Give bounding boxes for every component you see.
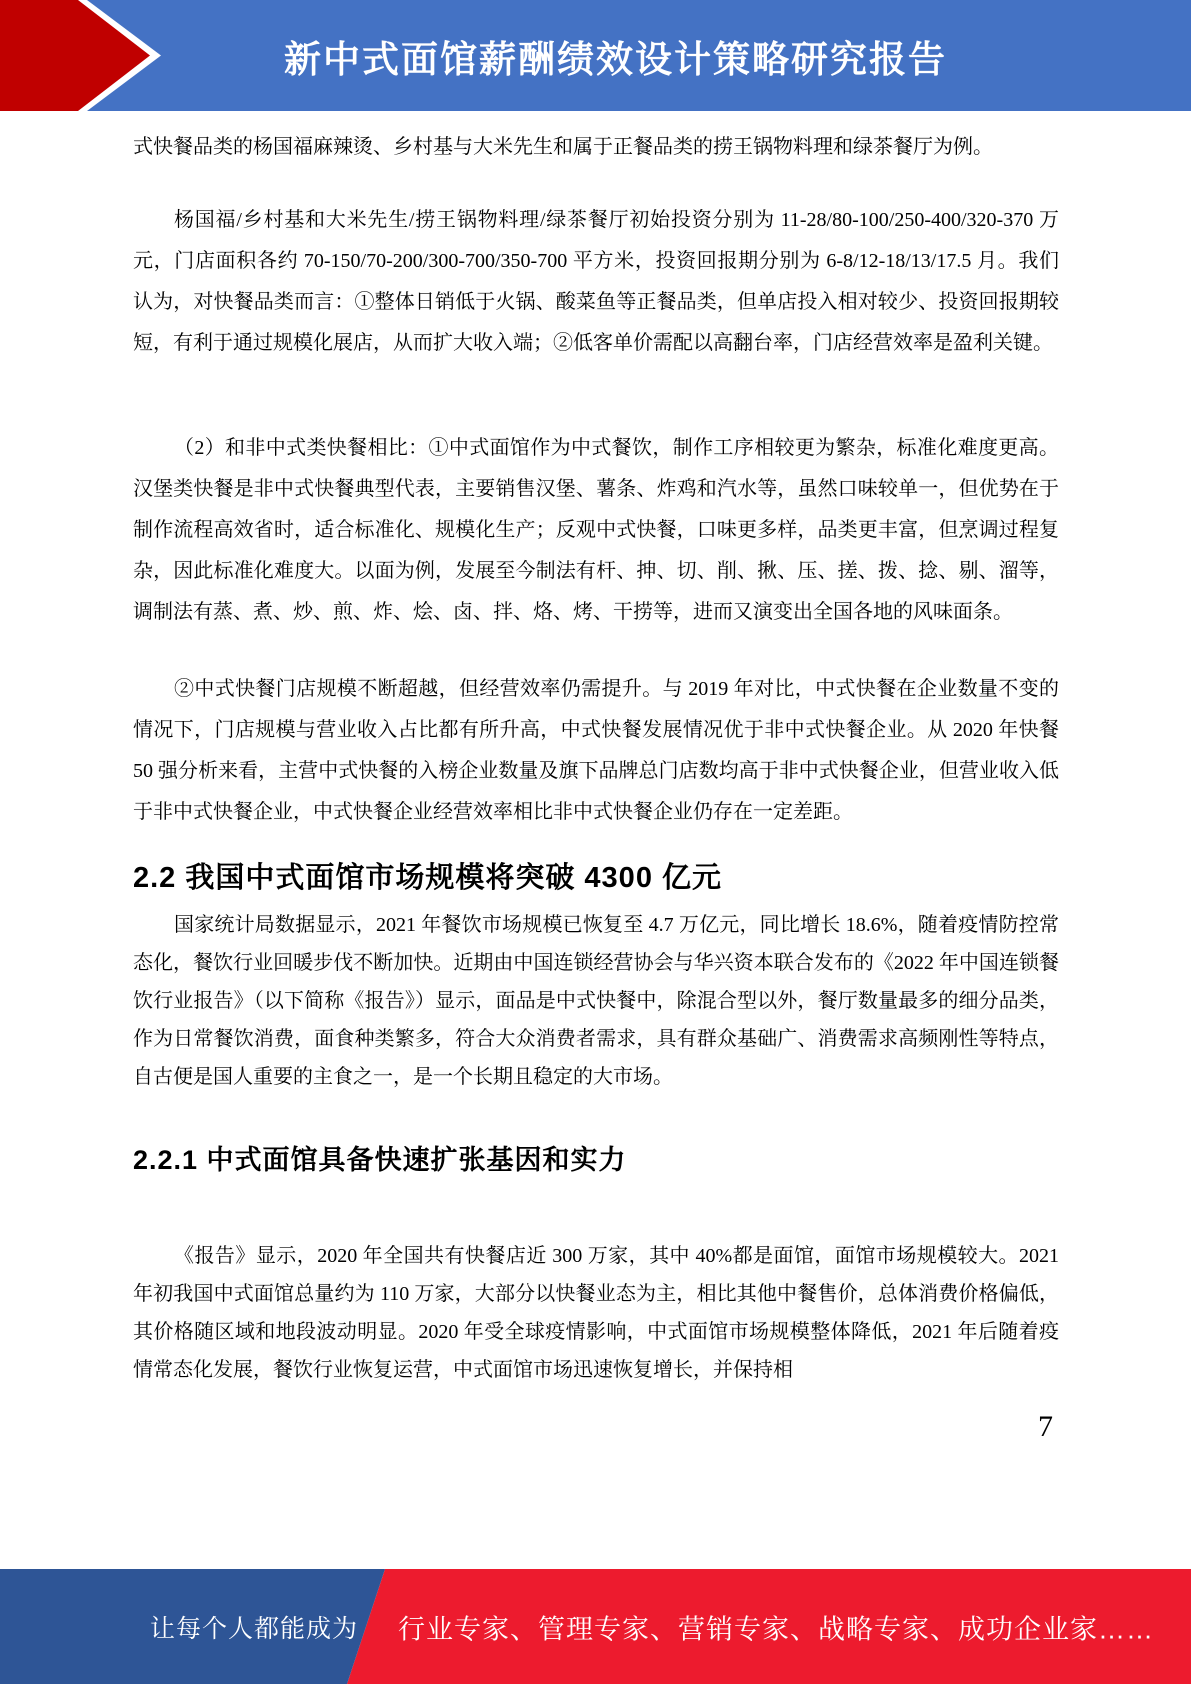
footer-banner [0,1569,1191,1684]
paragraph-investment-comparison: 杨国福/乡村基和大米先生/捞王锅物料理/绿茶餐厅初始投资分别为 11-28/80-100/250-400/320-370 万元，门店面积各约 70-150/70-200/300-700/350-700 平方米，投资回报期分别为 6-8/12-18/13/17.5 月。我们认为，对快餐品类而言：①整体日销低于火锅、酸菜鱼等正餐品类，但单店投入相对较少、投资回报期较短，有利于通过规模化展店，从而扩大收入端；②低客单价需配以高翻台率，门店经营效率是盈利关键。 [133,209,1059,354]
paragraph-expansion: 《报告》显示，2020 年全国共有快餐店近 300 万家，其中 40%都是面馆，面馆市场规模较大。2021 年初我国中式面馆总量约为 110 万家，大部分以快餐业态为主，相比其他中餐售价，总体消费价格偏低，其价格随区域和地段波动明显。2020 年受全球疫情影响，中式面馆市场规模整体降低，2021 年后随着疫情常态化发展，餐饮行业恢复运营，中式面馆市场迅速恢复增长，并保持相 [133,1245,1059,1381]
page-number: 7 [1038,1410,1053,1443]
section-heading-2-2: 2.2 我国中式面馆市场规模将突破 4300 亿元 [133,862,722,894]
paragraph-non-chinese-fastfood: （2）和非中式类快餐相比：①中式面馆作为中式餐饮，制作工序相较更为繁杂，标准化难度更高。汉堡类快餐是非中式快餐典型代表，主要销售汉堡、薯条、炸鸡和汽水等，虽然口味较单一，但优势在于制作流程高效省时，适合标准化、规模化生产；反观中式快餐，口味更多样，品类更丰富，但烹调过程复杂，因此标准化难度大。以面为例，发展至今制法有杆、抻、切、削、揪、压、搓、拨、捻、剔、溜等，调制法有蒸、煮、炒、煎、炸、烩、卤、拌、烙、烤、干捞等，进而又演变出全国各地的风味面条。 [133,437,1059,623]
footer-slogan-left: 让每个人都能成为 [150,1614,359,1643]
header-banner [0,0,1191,111]
paragraph-market-size: 国家统计局数据显示，2021 年餐饮市场规模已恢复至 4.7 万亿元，同比增长 18.6%，随着疫情防控常态化，餐饮行业回暖步伐不断加快。近期由中国连锁经营协会与华兴资本联合发布的《2022 年中国连锁餐饮行业报告》（以下简称《报告》）显示，面品是中式快餐中，除混合型以外，餐厅数量最多的细分品类，作为日常餐饮消费，面食种类繁多，符合大众消费者需求，具有群众基础广、消费需求高频刚性等特点，自古便是国人重要的主食之一，是一个长期且稳定的大市场。 [133,914,1059,1088]
section-heading-2-2-1: 2.2.1 中式面馆具备快速扩张基因和实力 [133,1145,627,1175]
footer-slogan-right: 行业专家、管理专家、营销专家、战略专家、成功企业家…… [398,1614,1154,1644]
paragraph-intro-continuation: 式快餐品类的杨国福麻辣烫、乡村基与大米先生和属于正餐品类的捞王锅物料理和绿茶餐厅为例。 [133,136,993,158]
document-body [133,111,1059,1447]
chevron-right-icon [0,0,170,111]
paragraph-store-scale: ②中式快餐门店规模不断超越，但经营效率仍需提升。与 2019 年对比，中式快餐在企业数量不变的情况下，门店规模与营业收入占比都有所升高，中式快餐发展情况优于非中式快餐企业。从 2020 年快餐 50 强分析来看，主营中式快餐的入榜企业数量及旗下品牌总门店数均高于非中式快餐企业，但营业收入低于非中式快餐企业，中式快餐企业经营效率相比非中式快餐企业仍存在一定差距。 [133,678,1059,823]
report-title: 新中式面馆薪酬绩效设计策略研究报告 [284,38,947,80]
